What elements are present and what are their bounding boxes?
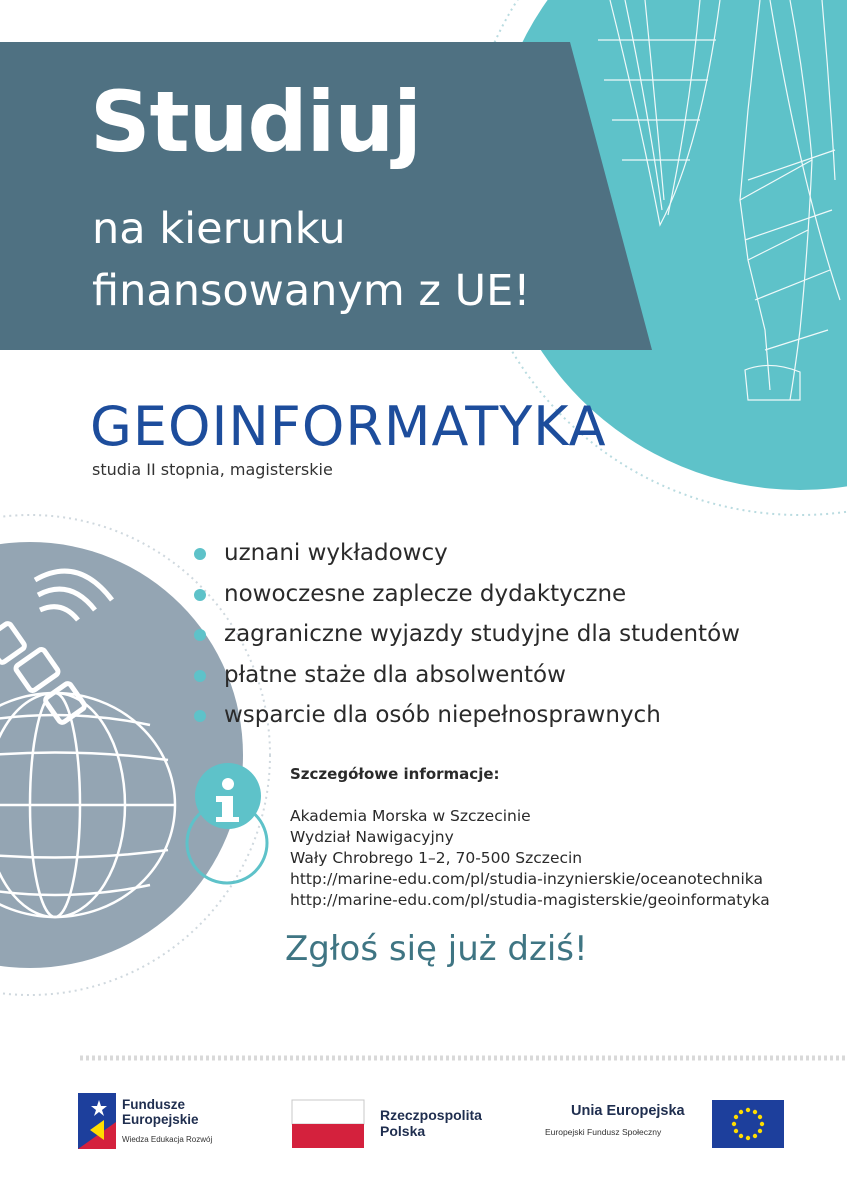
program-level: studia II stopnia, magisterskie (92, 460, 333, 479)
benefit-item: płatne staże dla absolwentów (190, 660, 740, 701)
info-address: Wały Chrobrego 1–2, 70-500 Szczecin (290, 849, 583, 867)
benefit-item: zagraniczne wyjazdy studyjne dla studentów (190, 619, 740, 660)
rp-logo-text: Rzeczpospolita Polska (380, 1107, 482, 1139)
info-heading: Szczegółowe informacje: (290, 765, 500, 783)
info-block (290, 764, 770, 911)
benefits-list (190, 538, 740, 741)
bullet-icon (194, 589, 206, 601)
info-institution: Akademia Morska w Szczecinie (290, 807, 531, 825)
benefit-item: nowoczesne zaplecze dydaktyczne (190, 579, 740, 620)
call-to-action: Zgłoś się już dziś! (285, 929, 588, 969)
info-link-oceanotechnika[interactable]: http://marine-edu.com/pl/studia-inzynierskie/oceanotechnika (290, 870, 763, 888)
polish-flag (292, 1100, 364, 1148)
banner-subtitle-line1: na kierunku (92, 204, 346, 254)
bullet-icon (194, 710, 206, 722)
info-link-geoinformatyka[interactable]: http://marine-edu.com/pl/studia-magisterskie/geoinformatyka (290, 891, 770, 909)
fundusze-logo-text: Fundusze Europejskie (122, 1097, 199, 1127)
banner-subtitle-line2: finansowanym z UE! (92, 266, 531, 316)
benefit-item: wsparcie dla osób niepełnosprawnych (190, 700, 740, 741)
program-name: GEOINFORMATYKA (90, 395, 607, 458)
ue-logo-title: Unia Europejska (571, 1103, 685, 1119)
ue-logo-subtitle: Europejski Fundusz Społeczny (545, 1127, 662, 1137)
info-faculty: Wydział Nawigacyjny (290, 828, 454, 846)
benefit-item: uznani wykładowcy (190, 538, 740, 579)
fundusze-europejskie-logo (78, 1093, 116, 1149)
banner-title: Studiuj (90, 73, 421, 171)
bullet-icon (194, 629, 206, 641)
bullet-icon (194, 548, 206, 560)
fundusze-logo-tagline: Wiedza Edukacja Rozwój (122, 1135, 213, 1144)
bullet-icon (194, 670, 206, 682)
eu-flag (712, 1100, 784, 1148)
